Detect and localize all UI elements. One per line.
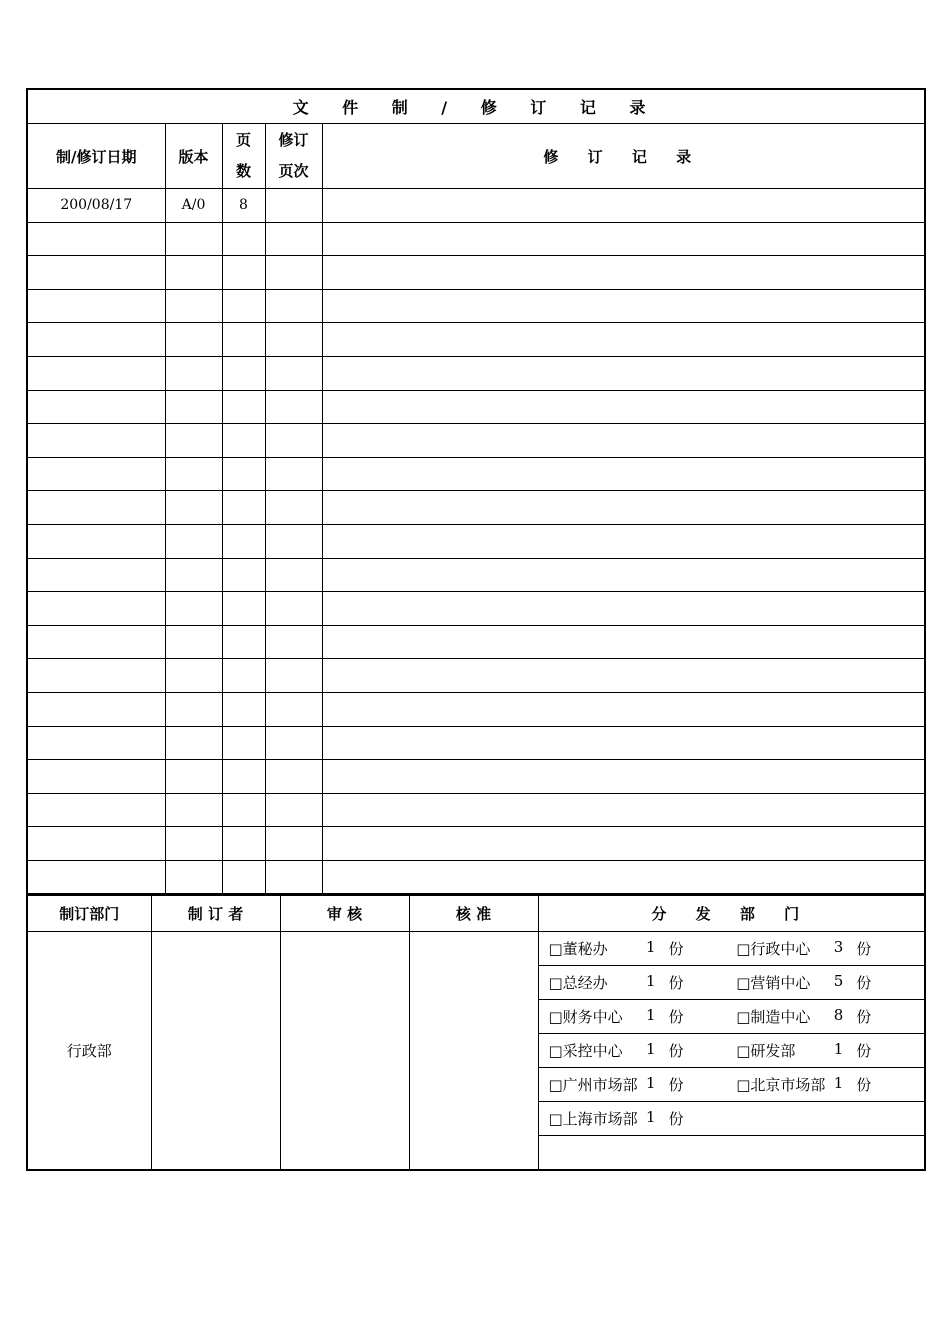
record-header-row <box>27 124 925 189</box>
distribution-item <box>538 1102 925 1136</box>
distribution-item <box>538 966 925 1000</box>
dept-count: 1 <box>645 938 656 957</box>
row-date <box>27 793 165 827</box>
row-pages <box>222 222 265 256</box>
row-pages <box>222 625 265 659</box>
dept-name: □北京市场部 <box>736 1076 826 1095</box>
record-row <box>27 827 925 861</box>
row-record <box>322 793 925 827</box>
row-rev-page <box>265 558 322 592</box>
distribution-item <box>538 1068 925 1102</box>
row-rev-page <box>265 860 322 894</box>
row-record <box>322 289 925 323</box>
record-row <box>27 625 925 659</box>
record-row <box>27 793 925 827</box>
row-record <box>322 524 925 558</box>
row-pages <box>222 323 265 357</box>
row-rev-page <box>265 793 322 827</box>
row-rev-page <box>265 256 322 290</box>
row-pages <box>222 692 265 726</box>
row-rev-page <box>265 692 322 726</box>
row-version <box>165 760 222 794</box>
header-date: 制/修订日期 <box>27 124 165 189</box>
row-date <box>27 424 165 458</box>
record-row <box>27 189 925 223</box>
dept-unit: 份 <box>856 1076 872 1095</box>
row-version <box>165 659 222 693</box>
dept-name: □采控中心 <box>548 1042 623 1061</box>
row-record <box>322 827 925 861</box>
row-pages <box>222 289 265 323</box>
record-row <box>27 558 925 592</box>
row-version <box>165 558 222 592</box>
header-distribute: 分 发 部 门 <box>538 896 925 932</box>
row-version <box>165 289 222 323</box>
dept-unit: 份 <box>668 1110 684 1129</box>
dept-unit <box>843 1108 871 1129</box>
header-record: 修 订 记 录 <box>322 124 925 189</box>
record-row <box>27 289 925 323</box>
row-record <box>322 390 925 424</box>
row-pages <box>222 827 265 861</box>
row-date <box>27 356 165 390</box>
distribution-header-row <box>27 896 925 932</box>
row-version <box>165 356 222 390</box>
record-row <box>27 390 925 424</box>
dept-entry <box>736 972 924 993</box>
document-form <box>26 88 924 1171</box>
header-revision-page <box>265 124 322 189</box>
row-version <box>165 256 222 290</box>
row-rev-page <box>265 222 322 256</box>
dept-entry <box>736 1108 924 1129</box>
dept-count: 1 <box>833 1040 844 1059</box>
row-pages <box>222 860 265 894</box>
record-row <box>27 323 925 357</box>
dept-count: 3 <box>833 938 844 957</box>
record-row <box>27 760 925 794</box>
row-version <box>165 222 222 256</box>
row-rev-page <box>265 289 322 323</box>
record-row <box>27 222 925 256</box>
row-date <box>27 390 165 424</box>
row-pages <box>222 491 265 525</box>
row-pages <box>222 424 265 458</box>
dept-unit: 份 <box>856 1008 872 1027</box>
record-row <box>27 726 925 760</box>
row-record <box>322 457 925 491</box>
record-row <box>27 424 925 458</box>
row-version <box>165 592 222 626</box>
dept-count: 5 <box>833 972 844 991</box>
dept-entry <box>549 972 737 993</box>
dept-name: □广州市场部 <box>548 1076 638 1095</box>
dept-entry <box>549 938 737 959</box>
row-date <box>27 860 165 894</box>
row-version <box>165 793 222 827</box>
dept-count: 1 <box>645 1074 656 1093</box>
distribution-item <box>538 932 925 966</box>
row-rev-page <box>265 390 322 424</box>
row-rev-page <box>265 189 322 223</box>
row-rev-page <box>265 323 322 357</box>
dept-unit: 份 <box>856 940 872 959</box>
row-date <box>27 592 165 626</box>
row-rev-page <box>265 457 322 491</box>
distribution-item <box>538 1000 925 1034</box>
row-version <box>165 524 222 558</box>
record-row <box>27 860 925 894</box>
row-date <box>27 524 165 558</box>
row-record <box>322 625 925 659</box>
approve-cell <box>409 932 538 1171</box>
author-cell <box>151 932 280 1171</box>
dept-entry <box>736 938 924 959</box>
row-date <box>27 659 165 693</box>
dept-count: 1 <box>645 1006 656 1025</box>
record-row <box>27 256 925 290</box>
row-rev-page <box>265 659 322 693</box>
row-version <box>165 390 222 424</box>
row-date <box>27 558 165 592</box>
row-record <box>322 860 925 894</box>
row-rev-page <box>265 491 322 525</box>
record-row <box>27 491 925 525</box>
record-title-row <box>27 89 925 124</box>
dept-unit: 份 <box>668 974 684 993</box>
row-date <box>27 457 165 491</box>
dept-entry <box>549 1006 737 1027</box>
dept-name: □行政中心 <box>736 940 811 959</box>
dept-name: □董秘办 <box>548 940 608 959</box>
dept-value: 行政部 <box>27 932 151 1171</box>
dept-entry <box>736 1006 924 1027</box>
row-record <box>322 256 925 290</box>
dept-count: 1 <box>833 1074 844 1093</box>
record-row <box>27 524 925 558</box>
row-rev-page <box>265 524 322 558</box>
record-row <box>27 692 925 726</box>
row-pages <box>222 592 265 626</box>
dept-unit: 份 <box>668 1076 684 1095</box>
dept-name: □财务中心 <box>548 1008 623 1027</box>
dept-name: □营销中心 <box>736 974 811 993</box>
header-version: 版本 <box>165 124 222 189</box>
row-date <box>27 256 165 290</box>
row-pages: 8 <box>222 189 265 223</box>
row-date <box>27 760 165 794</box>
row-record <box>322 592 925 626</box>
row-pages <box>222 793 265 827</box>
row-version <box>165 827 222 861</box>
row-pages <box>222 457 265 491</box>
row-version <box>165 323 222 357</box>
row-rev-page <box>265 356 322 390</box>
dept-name: □总经办 <box>548 974 608 993</box>
row-version <box>165 726 222 760</box>
row-date: 200/08/17 <box>27 189 165 223</box>
dept-entry <box>736 1074 924 1095</box>
row-date <box>27 625 165 659</box>
row-version <box>165 491 222 525</box>
row-record <box>322 692 925 726</box>
row-date <box>27 726 165 760</box>
header-dept: 制订部门 <box>27 896 151 932</box>
row-pages <box>222 356 265 390</box>
row-version <box>165 457 222 491</box>
row-version <box>165 424 222 458</box>
dept-unit: 份 <box>668 1008 684 1027</box>
record-row <box>27 356 925 390</box>
row-record <box>322 356 925 390</box>
row-pages <box>222 726 265 760</box>
row-record <box>322 424 925 458</box>
row-pages <box>222 390 265 424</box>
dept-unit: 份 <box>668 940 684 959</box>
header-approve: 核 准 <box>409 896 538 932</box>
row-version <box>165 625 222 659</box>
dept-unit: 份 <box>668 1042 684 1061</box>
header-review: 审 核 <box>280 896 409 932</box>
row-date <box>27 323 165 357</box>
distribution-table <box>26 895 926 1171</box>
header-rev-top: 修订 <box>278 131 309 149</box>
row-record <box>322 659 925 693</box>
row-record <box>322 491 925 525</box>
dept-unit: 份 <box>856 1042 872 1061</box>
record-row <box>27 659 925 693</box>
row-record <box>322 189 925 223</box>
row-record <box>322 222 925 256</box>
row-rev-page <box>265 726 322 760</box>
row-date <box>27 692 165 726</box>
row-version <box>165 860 222 894</box>
dept-name: □研发部 <box>736 1042 796 1061</box>
row-date <box>27 491 165 525</box>
row-pages <box>222 760 265 794</box>
row-record <box>322 323 925 357</box>
row-date <box>27 289 165 323</box>
row-record <box>322 558 925 592</box>
record-row <box>27 457 925 491</box>
row-rev-page <box>265 625 322 659</box>
dept-entry <box>549 1108 737 1129</box>
dept-count <box>828 1108 843 1129</box>
header-pages-top: 页 <box>235 131 251 149</box>
row-version <box>165 692 222 726</box>
distribution-item <box>538 1136 925 1171</box>
row-record <box>322 760 925 794</box>
dept-name <box>736 1108 828 1129</box>
distribution-row <box>27 932 925 966</box>
row-pages <box>222 256 265 290</box>
row-record <box>322 726 925 760</box>
record-title: 文 件 制 / 修 订 记 录 <box>27 89 925 124</box>
dept-count: 1 <box>645 972 656 991</box>
header-author: 制 订 者 <box>151 896 280 932</box>
row-pages <box>222 524 265 558</box>
dept-entry <box>549 1074 737 1095</box>
header-rev-bottom: 页次 <box>278 162 309 180</box>
dept-count: 1 <box>645 1108 656 1127</box>
row-rev-page <box>265 827 322 861</box>
dept-count: 8 <box>833 1006 844 1025</box>
row-rev-page <box>265 760 322 794</box>
review-cell <box>280 932 409 1171</box>
header-pages-bottom: 数 <box>235 162 251 180</box>
row-date <box>27 827 165 861</box>
record-row <box>27 592 925 626</box>
dept-name: □制造中心 <box>736 1008 811 1027</box>
row-pages <box>222 558 265 592</box>
distribution-item <box>538 1034 925 1068</box>
dept-count: 1 <box>645 1040 656 1059</box>
dept-name: □上海市场部 <box>548 1110 638 1129</box>
row-rev-page <box>265 592 322 626</box>
row-rev-page <box>265 424 322 458</box>
header-pages <box>222 124 265 189</box>
dept-entry <box>549 1040 737 1061</box>
row-date <box>27 222 165 256</box>
revision-record-table <box>26 88 926 895</box>
dept-unit: 份 <box>856 974 872 993</box>
row-version: A/0 <box>165 189 222 223</box>
row-pages <box>222 659 265 693</box>
dept-entry <box>736 1040 924 1061</box>
